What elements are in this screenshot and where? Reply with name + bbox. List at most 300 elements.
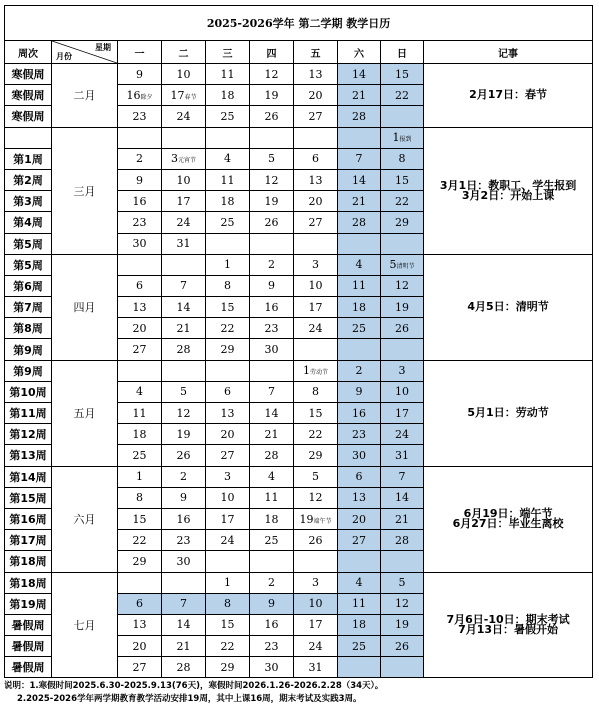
day-number: 17 <box>176 194 191 208</box>
day-cell <box>250 381 294 402</box>
day-number: 13 <box>132 618 147 632</box>
month-weekday-header <box>52 41 118 64</box>
day-number: 12 <box>308 491 323 505</box>
day-cell <box>206 254 250 275</box>
day-number: 5 <box>398 576 406 590</box>
day-number: 11 <box>352 279 366 293</box>
day-cell <box>250 64 294 85</box>
day-number: 7 <box>398 470 406 484</box>
day-number: 3 <box>170 152 178 166</box>
day-number: 15 <box>395 67 409 81</box>
day-cell <box>381 487 424 508</box>
day-number: 6 <box>355 470 363 484</box>
day-number: 28 <box>176 660 191 674</box>
day-number: 11 <box>352 597 366 611</box>
day-number: 7 <box>268 385 275 399</box>
day-cell <box>294 403 338 424</box>
day-cell <box>294 593 338 614</box>
day-cell <box>206 148 250 169</box>
day-cell <box>206 318 250 339</box>
day-cell <box>250 551 294 572</box>
day-cell <box>381 318 424 339</box>
day-cell <box>338 233 381 254</box>
day-number: 29 <box>220 343 235 357</box>
day-number: 9 <box>355 385 363 399</box>
day-cell <box>250 487 294 508</box>
day-cell <box>381 508 424 529</box>
day-cell <box>162 508 206 529</box>
day-cell <box>206 614 250 635</box>
day-cell <box>118 106 162 127</box>
day-cell <box>381 636 424 657</box>
day-number: 9 <box>268 597 275 611</box>
day-cell <box>294 106 338 127</box>
day-number: 24 <box>395 427 409 441</box>
month-label: 七月 <box>52 572 118 678</box>
day-cell <box>162 381 206 402</box>
page-title: 2025-2026学年 第二学期 教学日历 <box>5 6 593 41</box>
day-cell <box>162 106 206 127</box>
day-number: 29 <box>395 215 409 229</box>
day-number: 25 <box>264 533 279 547</box>
day-cell <box>118 297 162 318</box>
day-number: 14 <box>176 618 191 632</box>
day-number: 6 <box>136 597 143 611</box>
week-label: 第9周 <box>5 339 52 360</box>
day-cell <box>162 424 206 445</box>
day-cell <box>206 212 250 233</box>
day-cell <box>381 254 424 275</box>
day-number: 13 <box>352 491 366 505</box>
day-cell <box>162 657 206 678</box>
day-number: 27 <box>352 533 366 547</box>
day-number: 6 <box>312 152 319 166</box>
month-label: 五月 <box>52 360 118 466</box>
day-cell <box>162 551 206 572</box>
day-number: 4 <box>355 258 363 272</box>
day-number: 8 <box>136 491 143 505</box>
day-cell <box>338 339 381 360</box>
day-cell <box>294 381 338 402</box>
day-number: 1 <box>224 576 231 590</box>
day-number: 18 <box>352 300 366 314</box>
day-cell <box>162 254 206 275</box>
day-number: 18 <box>220 194 235 208</box>
month-label: 六月 <box>52 466 118 572</box>
day-cell <box>162 233 206 254</box>
day-number: 23 <box>264 639 279 653</box>
day-number: 29 <box>220 660 235 674</box>
day-cell <box>250 233 294 254</box>
holiday-tag: 报到 <box>399 136 412 144</box>
week-label: 第16周 <box>5 508 52 529</box>
day-number: 7 <box>355 152 363 166</box>
day-number: 25 <box>132 448 147 462</box>
day-cell <box>381 275 424 296</box>
day-cell <box>206 191 250 212</box>
day-cell <box>338 381 381 402</box>
holiday-tag: 清明节 <box>396 263 415 271</box>
day-cell <box>162 318 206 339</box>
day-number: 15 <box>395 173 409 187</box>
day-number: 22 <box>308 427 323 441</box>
day-number: 10 <box>308 279 323 293</box>
day-cell <box>338 551 381 572</box>
day-number: 17 <box>308 618 323 632</box>
day-cell <box>294 466 338 487</box>
day-cell <box>162 297 206 318</box>
day-cell <box>250 85 294 106</box>
week-label: 第13周 <box>5 445 52 466</box>
day-number: 23 <box>176 533 191 547</box>
day-cell <box>206 424 250 445</box>
day-cell <box>118 466 162 487</box>
day-number: 23 <box>132 215 147 229</box>
day-cell <box>338 212 381 233</box>
week-label: 第8周 <box>5 318 52 339</box>
day-number: 31 <box>395 448 409 462</box>
day-cell <box>250 530 294 551</box>
day-cell <box>118 233 162 254</box>
day-cell <box>250 360 294 381</box>
week-label: 第2周 <box>5 169 52 190</box>
day-number: 27 <box>308 215 323 229</box>
day-cell <box>162 85 206 106</box>
day-number: 18 <box>220 88 235 102</box>
day-cell <box>294 530 338 551</box>
day-number: 20 <box>308 88 323 102</box>
week-label: 第11周 <box>5 403 52 424</box>
day-cell <box>162 339 206 360</box>
day-cell <box>206 551 250 572</box>
day-cell <box>294 233 338 254</box>
day-cell <box>118 85 162 106</box>
day-number: 20 <box>132 639 147 653</box>
day-cell <box>294 614 338 635</box>
day-cell <box>381 593 424 614</box>
day-cell <box>338 297 381 318</box>
day-number: 14 <box>352 173 366 187</box>
week-row <box>5 572 593 593</box>
day-header: 四 <box>250 41 294 64</box>
calendar-page <box>4 5 592 706</box>
day-cell <box>162 593 206 614</box>
day-number: 24 <box>308 321 323 335</box>
holiday-tag: 端午节 <box>313 517 332 525</box>
day-cell <box>338 593 381 614</box>
day-number: 9 <box>136 67 143 81</box>
day-number: 19 <box>395 300 409 314</box>
day-number: 28 <box>352 109 366 123</box>
week-label: 第14周 <box>5 466 52 487</box>
day-number: 5 <box>312 470 319 484</box>
day-cell <box>294 85 338 106</box>
day-cell <box>338 614 381 635</box>
day-cell <box>381 127 424 148</box>
week-label: 第3周 <box>5 191 52 212</box>
day-number: 24 <box>220 533 235 547</box>
day-cell <box>338 191 381 212</box>
holiday-tag: 除夕 <box>140 93 153 101</box>
weekday-label: 星期 <box>95 42 111 52</box>
day-cell <box>294 275 338 296</box>
day-number: 16 <box>352 406 366 420</box>
day-cell <box>294 212 338 233</box>
day-number: 26 <box>264 109 279 123</box>
day-cell <box>250 148 294 169</box>
day-cell <box>294 360 338 381</box>
day-cell <box>162 148 206 169</box>
day-cell <box>250 466 294 487</box>
day-number: 6 <box>136 279 143 293</box>
day-number: 16 <box>264 618 279 632</box>
day-cell <box>338 403 381 424</box>
day-number: 24 <box>176 109 191 123</box>
day-number: 3 <box>312 576 319 590</box>
day-number: 16 <box>264 300 279 314</box>
week-label: 第9周 <box>5 360 52 381</box>
day-number: 31 <box>176 237 191 251</box>
day-number: 18 <box>132 427 147 441</box>
day-number: 20 <box>220 427 235 441</box>
day-number: 14 <box>395 491 409 505</box>
day-number: 9 <box>180 491 187 505</box>
day-cell <box>338 106 381 127</box>
day-number: 14 <box>264 406 279 420</box>
day-header: 一 <box>118 41 162 64</box>
day-cell <box>381 657 424 678</box>
week-row <box>5 64 593 85</box>
day-cell <box>250 127 294 148</box>
month-note: 5月1日：劳动节 <box>424 360 593 466</box>
day-number: 8 <box>312 385 319 399</box>
day-cell <box>206 572 250 593</box>
day-cell <box>118 487 162 508</box>
footer-line: 说明：1.寒假时间2025.6.30-2025.9.13(76天)，寒假时间2026.1.26-2026.2.28（34天）。 <box>4 681 384 692</box>
day-cell <box>381 551 424 572</box>
day-number: 12 <box>264 67 279 81</box>
day-number: 3 <box>224 470 231 484</box>
day-cell <box>206 297 250 318</box>
day-number: 26 <box>395 639 409 653</box>
day-cell <box>206 169 250 190</box>
day-cell <box>294 148 338 169</box>
month-note: 6月19日：端午节 6月27日：毕业生离校 <box>424 466 593 572</box>
day-cell <box>338 466 381 487</box>
day-number: 15 <box>132 512 147 526</box>
day-number: 26 <box>176 448 191 462</box>
day-number: 26 <box>264 215 279 229</box>
day-cell <box>250 593 294 614</box>
day-header: 三 <box>206 41 250 64</box>
day-number: 15 <box>220 300 235 314</box>
day-cell <box>250 614 294 635</box>
day-number: 7 <box>180 597 187 611</box>
day-number: 17 <box>170 88 185 102</box>
month-label: 二月 <box>52 64 118 128</box>
day-cell <box>206 445 250 466</box>
day-number: 15 <box>220 618 235 632</box>
day-cell <box>338 424 381 445</box>
day-number: 28 <box>395 533 409 547</box>
day-cell <box>118 169 162 190</box>
day-cell <box>118 64 162 85</box>
day-cell <box>118 551 162 572</box>
day-number: 26 <box>308 533 323 547</box>
day-cell <box>162 403 206 424</box>
day-cell <box>338 127 381 148</box>
day-number: 21 <box>395 512 409 526</box>
day-number: 4 <box>136 385 143 399</box>
day-number: 31 <box>308 660 323 674</box>
day-cell <box>162 191 206 212</box>
day-number: 12 <box>176 406 191 420</box>
day-cell <box>381 212 424 233</box>
day-cell <box>381 191 424 212</box>
day-number: 7 <box>180 279 187 293</box>
day-number: 18 <box>264 512 279 526</box>
day-cell <box>250 445 294 466</box>
day-number: 28 <box>352 215 366 229</box>
day-cell <box>162 487 206 508</box>
day-cell <box>250 508 294 529</box>
day-cell <box>162 212 206 233</box>
day-number: 13 <box>132 300 147 314</box>
day-number: 19 <box>264 88 279 102</box>
day-cell <box>118 360 162 381</box>
day-number: 14 <box>352 67 366 81</box>
day-cell <box>206 466 250 487</box>
month-note: 2月17日：春节 <box>424 64 593 128</box>
holiday-tag: 春节 <box>184 93 197 101</box>
day-cell <box>162 64 206 85</box>
day-number: 10 <box>176 67 191 81</box>
day-number: 2 <box>268 258 275 272</box>
day-cell <box>162 614 206 635</box>
day-cell <box>381 360 424 381</box>
day-number: 19 <box>176 427 191 441</box>
day-number: 2 <box>180 470 187 484</box>
day-number: 27 <box>308 109 323 123</box>
day-cell <box>294 339 338 360</box>
day-cell <box>294 297 338 318</box>
week-label: 第7周 <box>5 297 52 318</box>
day-number: 9 <box>268 279 275 293</box>
day-cell <box>162 466 206 487</box>
day-cell <box>162 572 206 593</box>
day-cell <box>118 191 162 212</box>
day-cell <box>118 339 162 360</box>
day-cell <box>381 424 424 445</box>
day-cell <box>206 487 250 508</box>
day-cell <box>118 572 162 593</box>
day-cell <box>381 445 424 466</box>
day-cell <box>338 657 381 678</box>
week-label: 寒假周 <box>5 85 52 106</box>
day-cell <box>162 360 206 381</box>
day-cell <box>118 657 162 678</box>
week-row <box>5 254 593 275</box>
day-number: 5 <box>389 258 397 272</box>
day-number: 29 <box>308 448 323 462</box>
day-cell <box>250 424 294 445</box>
day-cell <box>381 614 424 635</box>
holiday-tag: 元宵节 <box>177 157 196 165</box>
month-note: 3月1日：教职工、学生报到 3月2日：开始上课 <box>424 127 593 254</box>
day-number: 4 <box>355 576 363 590</box>
day-number: 13 <box>308 173 323 187</box>
day-cell <box>381 106 424 127</box>
day-number: 21 <box>176 321 191 335</box>
day-number: 2 <box>355 364 363 378</box>
day-cell <box>206 657 250 678</box>
day-cell <box>118 636 162 657</box>
day-cell <box>381 233 424 254</box>
day-cell <box>338 169 381 190</box>
day-number: 11 <box>132 406 147 420</box>
day-number: 16 <box>126 88 141 102</box>
week-label: 暑假周 <box>5 636 52 657</box>
day-number: 1 <box>302 364 310 378</box>
day-number: 8 <box>398 152 406 166</box>
day-cell <box>206 381 250 402</box>
day-cell <box>381 572 424 593</box>
day-cell <box>206 360 250 381</box>
day-cell <box>250 339 294 360</box>
day-number: 17 <box>220 512 235 526</box>
day-cell <box>294 64 338 85</box>
day-cell <box>118 254 162 275</box>
day-cell <box>206 64 250 85</box>
day-number: 16 <box>176 512 191 526</box>
day-cell <box>381 466 424 487</box>
day-number: 2 <box>268 576 275 590</box>
day-cell <box>162 275 206 296</box>
day-number: 30 <box>132 237 147 251</box>
day-number: 19 <box>395 618 409 632</box>
day-number: 2 <box>136 152 143 166</box>
week-label: 第15周 <box>5 487 52 508</box>
day-number: 13 <box>220 406 235 420</box>
day-cell <box>118 614 162 635</box>
week-row <box>5 360 593 381</box>
day-number: 20 <box>352 512 366 526</box>
day-number: 25 <box>352 321 366 335</box>
day-number: 21 <box>176 639 191 653</box>
day-number: 10 <box>308 597 323 611</box>
day-cell <box>338 508 381 529</box>
week-row <box>5 466 593 487</box>
week-label: 第6周 <box>5 275 52 296</box>
day-number: 18 <box>352 618 366 632</box>
week-label: 暑假周 <box>5 657 52 678</box>
day-number: 25 <box>352 639 366 653</box>
month-label: 四月 <box>52 254 118 360</box>
day-cell <box>338 85 381 106</box>
day-cell <box>381 403 424 424</box>
week-label: 第10周 <box>5 381 52 402</box>
day-cell <box>294 487 338 508</box>
day-number: 17 <box>395 406 409 420</box>
day-cell <box>162 169 206 190</box>
day-number: 24 <box>308 639 323 653</box>
day-number: 22 <box>220 639 235 653</box>
day-number: 14 <box>176 300 191 314</box>
day-number: 22 <box>220 321 235 335</box>
day-cell <box>338 445 381 466</box>
day-cell <box>206 403 250 424</box>
day-cell <box>206 106 250 127</box>
